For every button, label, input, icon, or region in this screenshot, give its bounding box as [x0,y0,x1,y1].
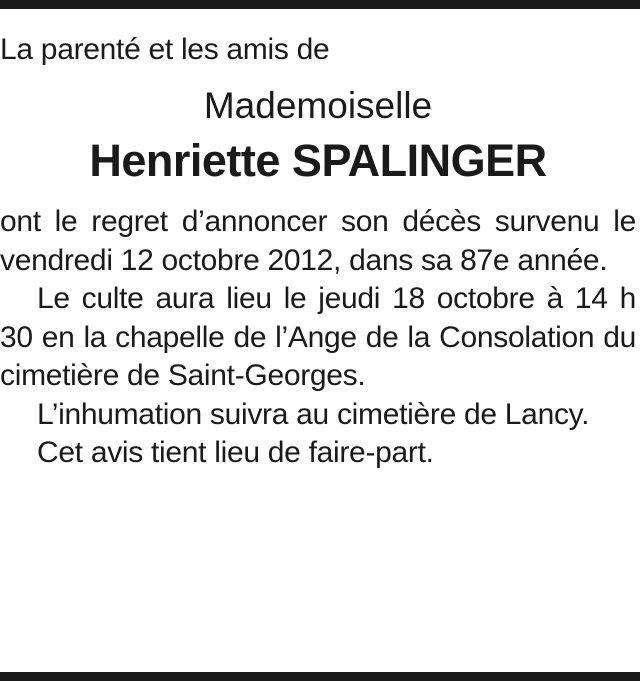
deceased-name: Henriette SPALINGER [89,135,547,186]
honorific-title: Mademoiselle [203,85,433,126]
burial-paragraph: L’inhumation suivra au cimetière de Lancy. [37,397,590,431]
top-border-rule [0,0,640,9]
death-notice [0,30,636,473]
service-paragraph: Le culte aura lieu le jeudi 18 octobre à 14 h 30 en la chapelle de l’Ange de la Consolation du cimetière de Saint-Georges. [0,282,636,392]
intro-line: La parenté et les amis de [0,33,330,66]
closing-paragraph: Cet avis tient lieu de faire-part. [37,436,434,469]
announcement-paragraph: ont le regret d’annoncer son décès survenu le vendredi 12 octobre 2012, dans sa 87e année. [0,205,636,277]
bottom-border-rule [0,672,640,681]
